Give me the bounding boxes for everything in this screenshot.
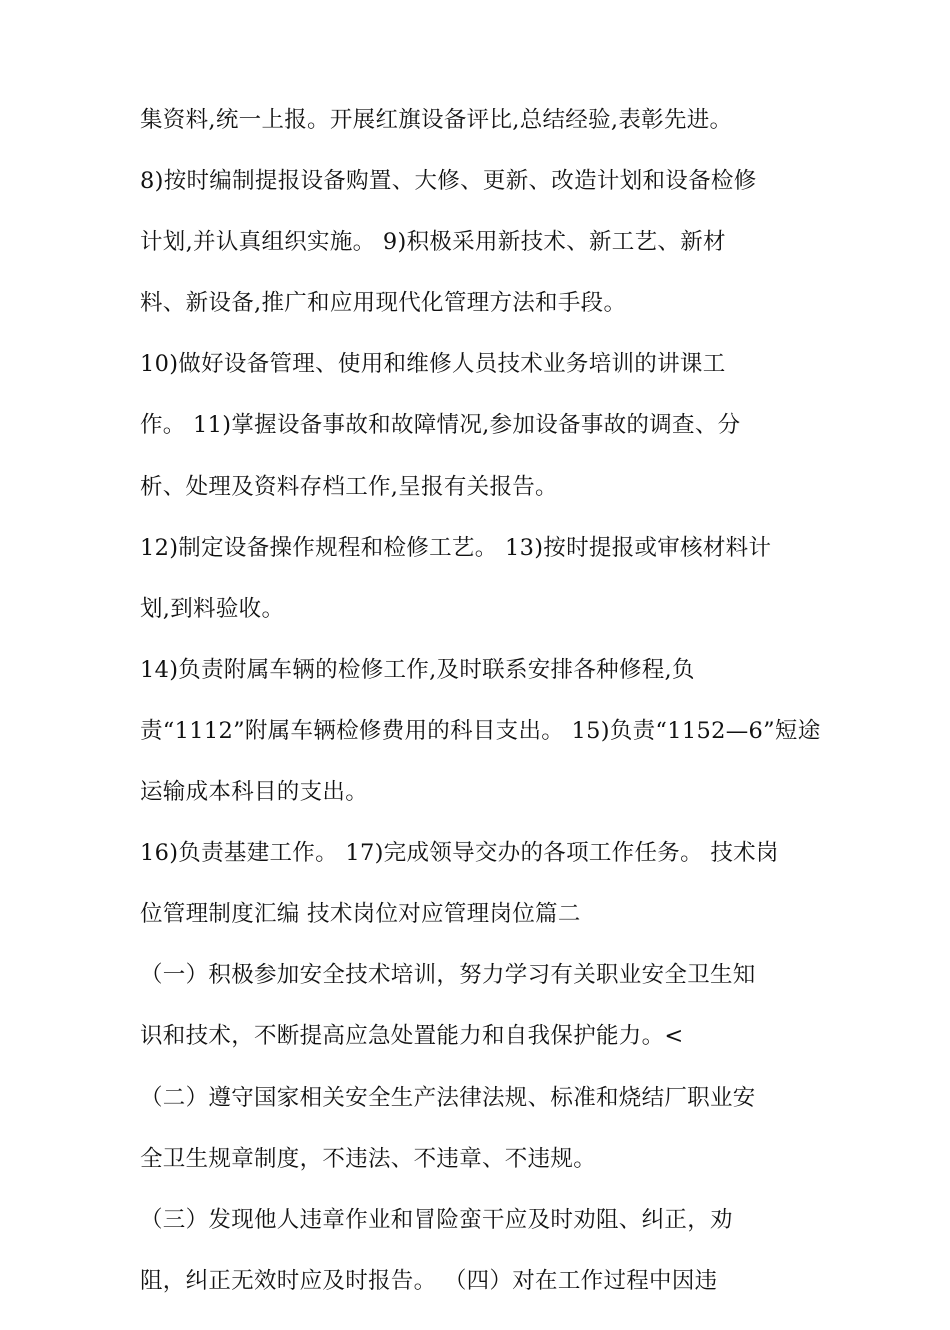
text-line: 划,到料验收。 — [140, 595, 285, 622]
text-line: 8)按时编制提报设备购置、大修、更新、改造计划和设备检修 — [140, 168, 757, 195]
text-line: 阻，纠正无效时应及时报告。 （四）对在工作过程中因违 — [140, 1267, 718, 1294]
text-line: 识和技术，不断提高应急处置能力和自我保护能力。< — [140, 1023, 684, 1050]
text-line: （二）遵守国家相关安全生产法律法规、标准和烧结厂职业安 — [140, 1084, 756, 1111]
text-line: 集资料,统一上报。开展红旗设备评比,总结经验,表彰先进。 — [140, 107, 733, 133]
text-line: 14)负责附属车辆的检修工作,及时联系安排各种修程,负 — [140, 656, 695, 683]
text-line: 作。 11)掌握设备事故和故障情况,参加设备事故的调查、分 — [140, 412, 741, 439]
text-line: 析、处理及资料存档工作,呈报有关报告。 — [140, 473, 558, 500]
text-line: 10)做好设备管理、使用和维修人员技术业务培训的讲课工 — [140, 351, 726, 378]
text-line: 16)负责基建工作。 17)完成领导交办的各项工作任务。 技术岗 — [140, 840, 779, 867]
document-body — [140, 108, 830, 1330]
text-line: 位管理制度汇编 技术岗位对应管理岗位篇二 — [140, 901, 581, 928]
text-line: 料、新设备,推广和应用现代化管理方法和手段。 — [140, 290, 627, 317]
text-line: （一）积极参加安全技术培训，努力学习有关职业安全卫生知 — [140, 962, 756, 989]
text-line: 全卫生规章制度，不违法、不违章、不违规。 — [140, 1145, 597, 1172]
text-line: 12)制定设备操作规程和检修工艺。 13)按时提报或审核材料计 — [140, 534, 772, 561]
text-line: 计划,并认真组织实施。 9)积极采用新技术、新工艺、新材 — [140, 229, 726, 256]
text-line: 责“1112”附属车辆检修费用的科目支出。 15)负责“1152—6”短途 — [140, 717, 821, 744]
text-line: （三）发现他人违章作业和冒险蛮干应及时劝阻、纠正，劝 — [140, 1206, 733, 1233]
text-line: 运输成本科目的支出。 — [140, 779, 369, 806]
